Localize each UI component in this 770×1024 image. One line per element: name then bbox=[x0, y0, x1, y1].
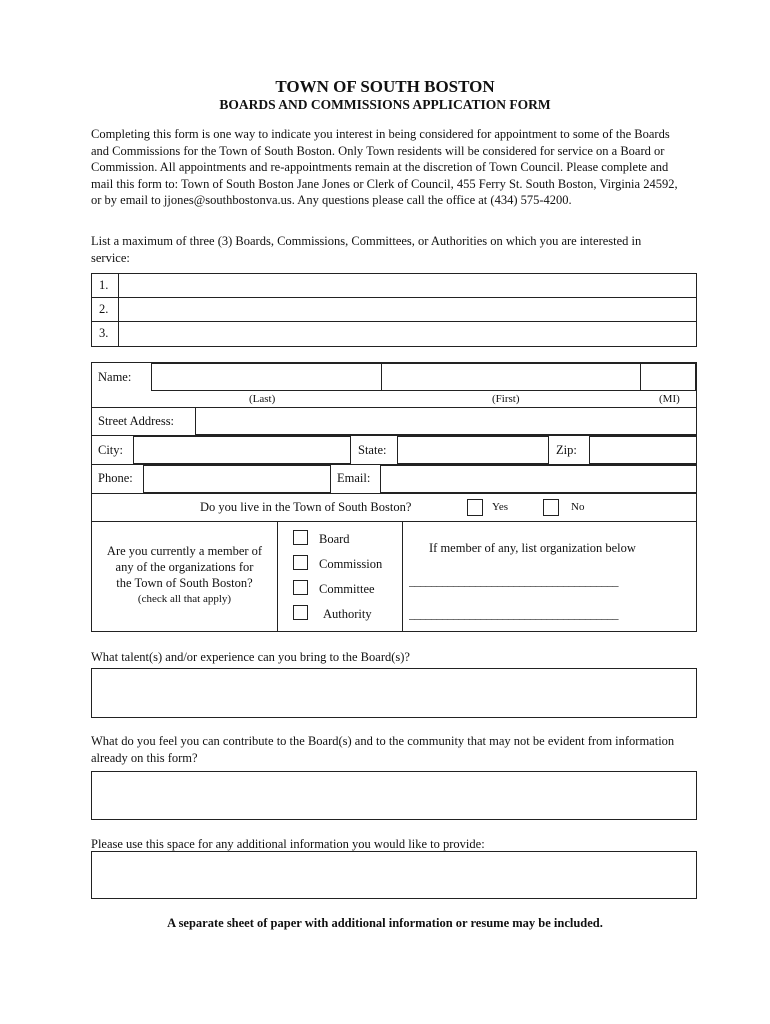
middle-initial-caption: (MI) bbox=[659, 393, 680, 405]
talents-textarea[interactable] bbox=[91, 668, 697, 718]
residency-no-label: No bbox=[571, 501, 585, 513]
email-input[interactable] bbox=[380, 465, 697, 493]
membership-question bbox=[92, 543, 277, 607]
last-name-input[interactable] bbox=[151, 363, 382, 391]
row-divider bbox=[91, 493, 697, 494]
zip-input[interactable] bbox=[589, 436, 697, 464]
city-label: City: bbox=[98, 443, 124, 457]
footer-note: A separate sheet of paper with additional information or resume may be included. bbox=[167, 916, 603, 930]
board-checkbox[interactable] bbox=[293, 530, 308, 545]
phone-input[interactable] bbox=[143, 465, 331, 493]
boards-list-row-divider bbox=[91, 321, 697, 322]
membership-question-line: any of the organizations for bbox=[115, 560, 254, 574]
board-option-label: Board bbox=[319, 532, 350, 546]
membership-divider bbox=[277, 521, 278, 632]
residency-yes-checkbox[interactable] bbox=[467, 499, 483, 516]
zip-label: Zip: bbox=[556, 443, 577, 457]
committee-checkbox[interactable] bbox=[293, 580, 308, 595]
additional-info-question: Please use this space for any additional information you would like to provide: bbox=[91, 837, 485, 851]
authority-option-label: Authority bbox=[323, 607, 372, 621]
boards-list-number: 1. bbox=[99, 278, 109, 292]
city-input[interactable] bbox=[133, 436, 351, 464]
contribute-question: What do you feel you can contribute to the Board(s) and to the community that may not be evident from information already on this form? bbox=[91, 734, 675, 765]
organization-list-heading: If member of any, list organization below bbox=[429, 541, 636, 555]
form-subtitle: BOARDS AND COMMISSIONS APPLICATION FORM bbox=[219, 97, 551, 112]
email-label: Email: bbox=[337, 471, 371, 485]
state-input[interactable] bbox=[397, 436, 549, 464]
talents-question: What talent(s) and/or experience can you bring to the Board(s)? bbox=[91, 650, 410, 664]
authority-checkbox[interactable] bbox=[293, 605, 308, 620]
membership-question-line: Are you currently a member of bbox=[106, 544, 263, 558]
first-name-caption: (First) bbox=[492, 393, 520, 405]
boards-list-number: 2. bbox=[99, 302, 109, 316]
boards-list-row-divider bbox=[91, 297, 697, 298]
phone-label: Phone: bbox=[98, 471, 133, 485]
row-divider bbox=[91, 521, 697, 522]
intro-paragraph: Completing this form is one way to indicate you interest in being considered for appointment to some of the Boards and Commissions for the Town of South Boston. Only Town residents will be considered for service on a Board or Commission. All appointments and re-appointments remain at the discretion of Town Council. Please complete and mail this form to: Town of South Boston Jane Jones or Clerk of Council, 455 Ferry St. South Boston, Virginia 24592, or by email to jjones@southbostonva.us. Any questions please call the office at (434) 575-4200. bbox=[91, 127, 678, 207]
board-choice-1-input[interactable] bbox=[121, 276, 694, 295]
commission-checkbox[interactable] bbox=[293, 555, 308, 570]
additional-info-textarea[interactable] bbox=[91, 851, 697, 899]
street-address-input[interactable] bbox=[195, 407, 697, 435]
organization-blank-line[interactable]: ______________________________________ bbox=[409, 574, 618, 588]
last-name-caption: (Last) bbox=[249, 393, 276, 405]
membership-question-line: the Town of South Boston? bbox=[116, 576, 253, 590]
membership-divider bbox=[402, 521, 403, 632]
state-label: State: bbox=[358, 443, 387, 457]
board-choice-2-input[interactable] bbox=[121, 300, 694, 319]
boards-list-divider bbox=[118, 273, 119, 347]
membership-note: (check all that apply) bbox=[137, 593, 232, 605]
residency-yes-label: Yes bbox=[492, 501, 509, 513]
commission-option-label: Commission bbox=[319, 557, 383, 571]
contribute-textarea[interactable] bbox=[91, 771, 697, 820]
street-address-label: Street Address: bbox=[98, 414, 175, 428]
committee-option-label: Committee bbox=[319, 582, 375, 596]
form-title: TOWN OF SOUTH BOSTON bbox=[275, 77, 495, 96]
boards-list-instruction: List a maximum of three (3) Boards, Commissions, Committees, or Authorities on which you are interested in service: bbox=[91, 234, 642, 265]
residency-no-checkbox[interactable] bbox=[543, 499, 559, 516]
middle-initial-input[interactable] bbox=[640, 363, 696, 391]
residency-question: Do you live in the Town of South Boston? bbox=[200, 500, 412, 514]
organization-blank-line[interactable]: ______________________________________ bbox=[409, 607, 618, 621]
boards-list-number: 3. bbox=[99, 326, 109, 340]
first-name-input[interactable] bbox=[381, 363, 641, 391]
name-label: Name: bbox=[98, 370, 132, 384]
board-choice-3-input[interactable] bbox=[121, 324, 694, 343]
